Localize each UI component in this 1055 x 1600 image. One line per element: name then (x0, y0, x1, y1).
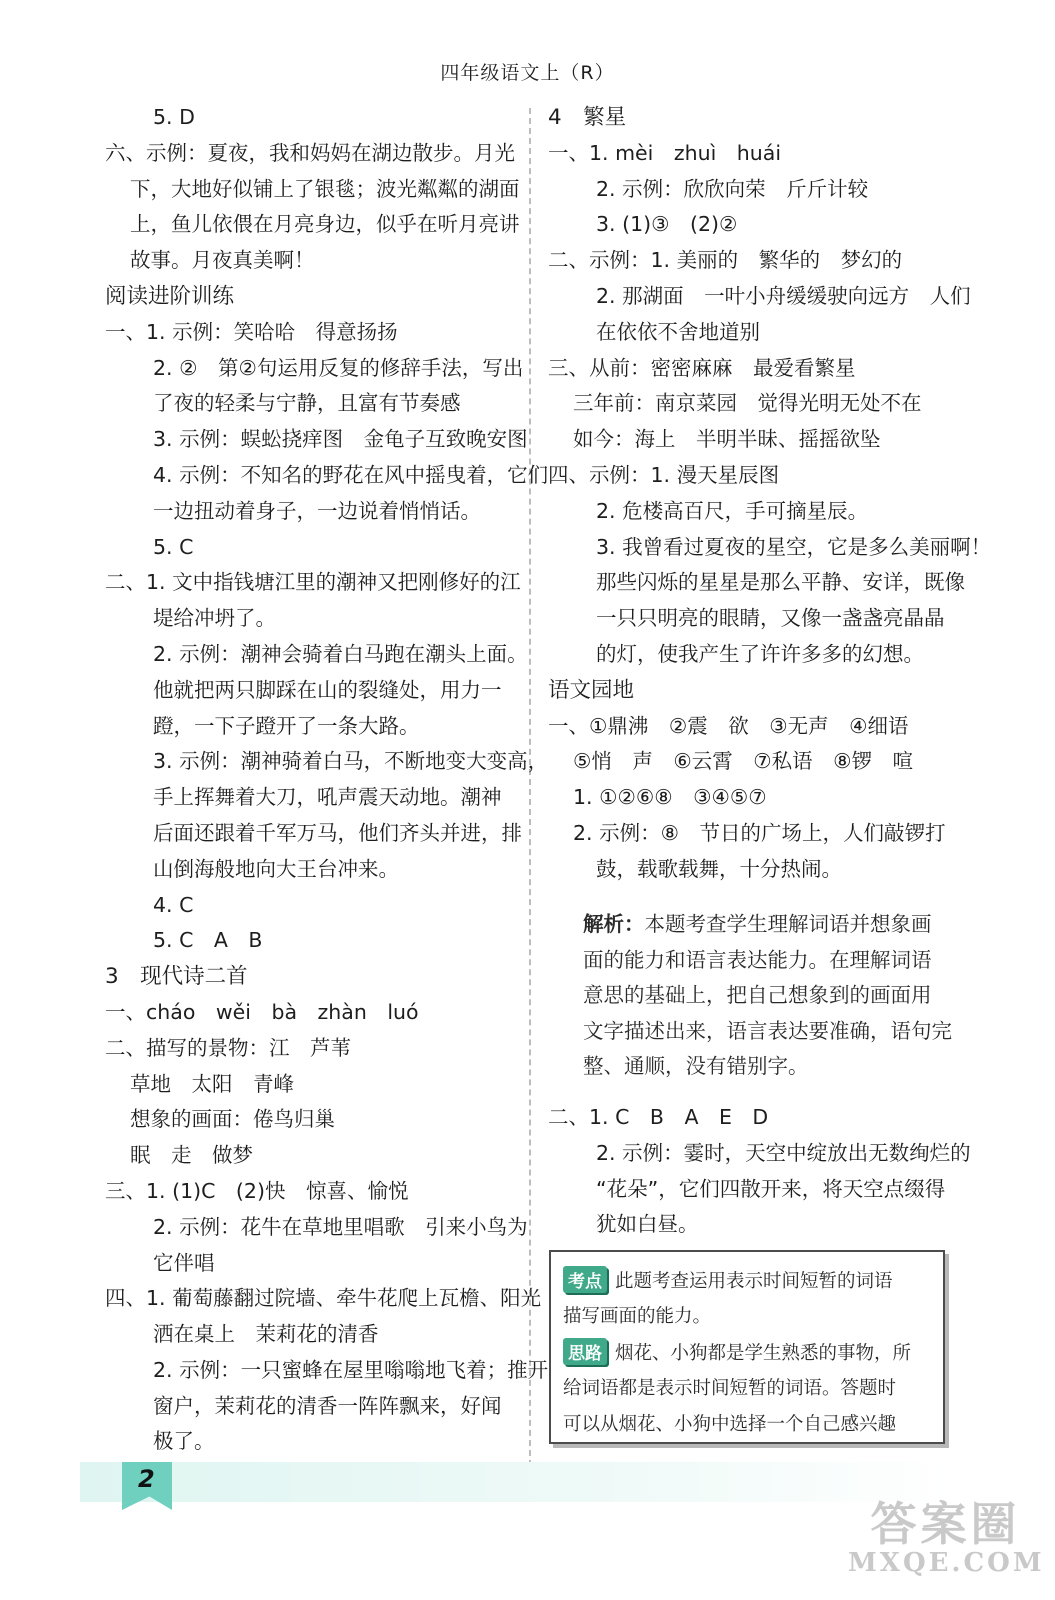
answer-line: 极了。 (153, 1429, 215, 1454)
answer-line: 3. 示例：潮神骑着白马，不断地变大变高， (153, 749, 549, 774)
answer-line: 鼓，载歌载舞，十分热闹。 (596, 856, 842, 881)
answer-line: 手上挥舞着大刀，吼声震天动地。潮神 (153, 785, 502, 810)
analysis-line: 意思的基础上，把自己想象到的画面用 (583, 983, 932, 1007)
left-column (105, 100, 549, 1460)
answer-line: ⑤悄 声 ⑥云霄 ⑦私语 ⑧锣 喧 (573, 749, 914, 774)
tip-line: 描写画面的能力。 (563, 1306, 712, 1327)
answer-line: 后面还跟着千军万马，他们齐头并进，排 (153, 820, 522, 845)
answer-line: 2. 示例：潮神会骑着白马跑在潮头上面。 (153, 641, 528, 666)
analysis-line: 文字描述出来，语言表达要准确，语句完 (583, 1018, 952, 1043)
answer-line: 一、cháo wěi bà zhàn luó (105, 999, 419, 1024)
answer-line: 上，鱼儿依偎在月亮身边，似乎在听月亮讲 (130, 212, 520, 237)
tip-line: 可以从烟花、小狗中选择一个自己感兴趣 (563, 1414, 897, 1435)
answer-line: 下，大地好似铺上了银毯；波光粼粼的湖面 (130, 176, 520, 201)
page-number: 2 (138, 1465, 155, 1493)
answer-line: 5. D (153, 105, 195, 129)
analysis-line: 面的能力和语言表达能力。在理解词语 (583, 947, 932, 972)
answer-line: 他就把两只脚踩在山的裂缝处，用力一 (153, 677, 502, 702)
section-two-answers (548, 1100, 971, 1243)
answer-line: 二、1. C B A E D (548, 1105, 769, 1129)
tip-box (549, 1250, 945, 1444)
answer-line: 四、示例：1. 漫天星辰图 (548, 462, 780, 487)
analysis-line: 整、通顺，没有错别字。 (583, 1054, 809, 1078)
section-title: 阅读进阶训练 (105, 283, 235, 309)
watermark-url: MXQE.COM (848, 1548, 1045, 1578)
answer-line: 2. 那湖面 一叶小舟缓缓驶向远方 人们 (596, 283, 971, 308)
answer-line: 4. C (153, 892, 194, 917)
answer-line: 5. C (153, 534, 194, 559)
answer-line: 窗户，茉莉花的清香一阵阵飘来，好闻 (153, 1393, 502, 1418)
tip-line: 给词语都是表示时间短暂的词语。答题时 (563, 1378, 897, 1399)
answer-line: 3. 示例：蜈蚣挠痒图 金龟子互致晚安图 (153, 427, 528, 452)
answer-line: 一边扭动着身子，一边说着悄悄话。 (153, 498, 481, 523)
answer-line: 二、1. 文中指钱塘江里的潮神又把刚修好的江 (105, 570, 521, 595)
answer-line: 了夜的轻柔与宁静，且富有节奏感 (153, 391, 461, 416)
answer-line: 眠 走 做梦 (130, 1143, 253, 1168)
footer-bar (80, 1462, 955, 1502)
analysis-note (583, 907, 953, 1085)
answer-line: 三、1. (1)C (2)快 惊喜、愉悦 (105, 1178, 409, 1203)
answer-line: 一只只明亮的眼睛，又像一盏盏亮晶晶 (596, 606, 945, 631)
answer-line: 蹬，一下子蹬开了一条大路。 (153, 713, 420, 738)
watermark (848, 1488, 1043, 1578)
tip-line: 烟花、小狗都是学生熟悉的事物，所 (615, 1343, 912, 1364)
answer-line: 那些闪烁的星星是那么平静、安详，既像 (596, 570, 965, 595)
answer-line: 四、1. 葡萄藤翻过院墙、牵牛花爬上瓦檐、阳光 (105, 1286, 542, 1311)
watermark-title: 答案圈 (870, 1497, 1021, 1551)
answer-line: 2. 示例：霎时，天空中绽放出无数绚烂的 (596, 1140, 971, 1165)
answer-line: 山倒海般地向大王台冲来。 (153, 856, 399, 881)
answer-line: 2. 示例：⑧ 节日的广场上，人们敲锣打 (573, 820, 946, 845)
answer-line: 5. C A B (153, 928, 263, 953)
analysis-label: 解析： (583, 912, 645, 936)
approach-tag: 思路 (563, 1338, 607, 1365)
answer-line: 它伴唱 (153, 1250, 215, 1275)
answer-line: 洒在桌上 茉莉花的清香 (153, 1322, 379, 1347)
tip-line: 此题考查运用表示时间短暂的词语 (615, 1271, 893, 1292)
answer-line: 六、示例：夏夜，我和妈妈在湖边散步。月光 (105, 140, 515, 165)
answer-line: 2. 危楼高百尺，手可摘星辰。 (596, 498, 869, 523)
right-column (548, 100, 992, 888)
column-divider (529, 108, 531, 1486)
answer-line: 二、示例：1. 美丽的 繁华的 梦幻的 (548, 248, 903, 273)
answer-line: 在依依不舍地道别 (596, 319, 760, 344)
answer-line: 一、1. 示例：笑哈哈 得意扬扬 (105, 319, 398, 344)
answer-line: 2. 示例：花牛在草地里唱歌 引来小鸟为 (153, 1214, 528, 1239)
answer-line: 故事。月夜真美啊！ (130, 248, 315, 273)
answer-line: 一、1. mèi zhuì huái (548, 140, 782, 165)
section-title: 3 现代诗二首 (105, 964, 248, 990)
answer-line: 犹如白昼。 (596, 1212, 699, 1237)
answer-line: 一、①鼎沸 ②震 欲 ③无声 ④细语 (548, 713, 909, 738)
answer-line: 草地 太阳 青峰 (130, 1071, 294, 1096)
page-header: 四年级语文上（R） (440, 62, 615, 84)
answer-line: 2. ② 第②句运用反复的修辞手法，写出 (153, 355, 524, 380)
answer-line: 1. ①②⑥⑧ ③④⑤⑦ (573, 785, 767, 810)
answer-line: 3. (1)③ (2)② (596, 212, 738, 237)
answer-line: 2. 示例：一只蜜蜂在屋里嗡嗡地飞着；推开 (153, 1357, 549, 1382)
answer-line: 如今：海上 半明半昧、摇摇欲坠 (573, 427, 881, 452)
answer-line: 3. 我曾看过夏夜的星空，它是多么美丽啊！ (596, 534, 992, 559)
answer-line: 2. 示例：欣欣向荣 斤斤计较 (596, 176, 869, 201)
answer-line: 4. 示例：不知名的野花在风中摇曳着，它们 (153, 462, 549, 487)
analysis-line: 本题考查学生理解词语并想象画 (644, 912, 932, 936)
section-title: 语文园地 (548, 677, 635, 703)
section-title: 4 繁星 (548, 105, 627, 130)
answer-line: 的灯，使我产生了许许多多的幻想。 (596, 641, 924, 666)
exam-point-tag: 考点 (563, 1266, 607, 1293)
answer-line: 堤给冲坍了。 (153, 606, 276, 631)
answer-line: 想象的画面：倦鸟归巢 (130, 1107, 335, 1132)
answer-line: 三年前：南京菜园 觉得光明无处不在 (573, 391, 922, 416)
answer-line: 二、描写的景物：江 芦苇 (105, 1035, 351, 1060)
answer-line: “花朵”，它们四散开来，将天空点缀得 (596, 1176, 946, 1201)
answer-line: 三、从前：密密麻麻 最爱看繁星 (548, 355, 856, 380)
